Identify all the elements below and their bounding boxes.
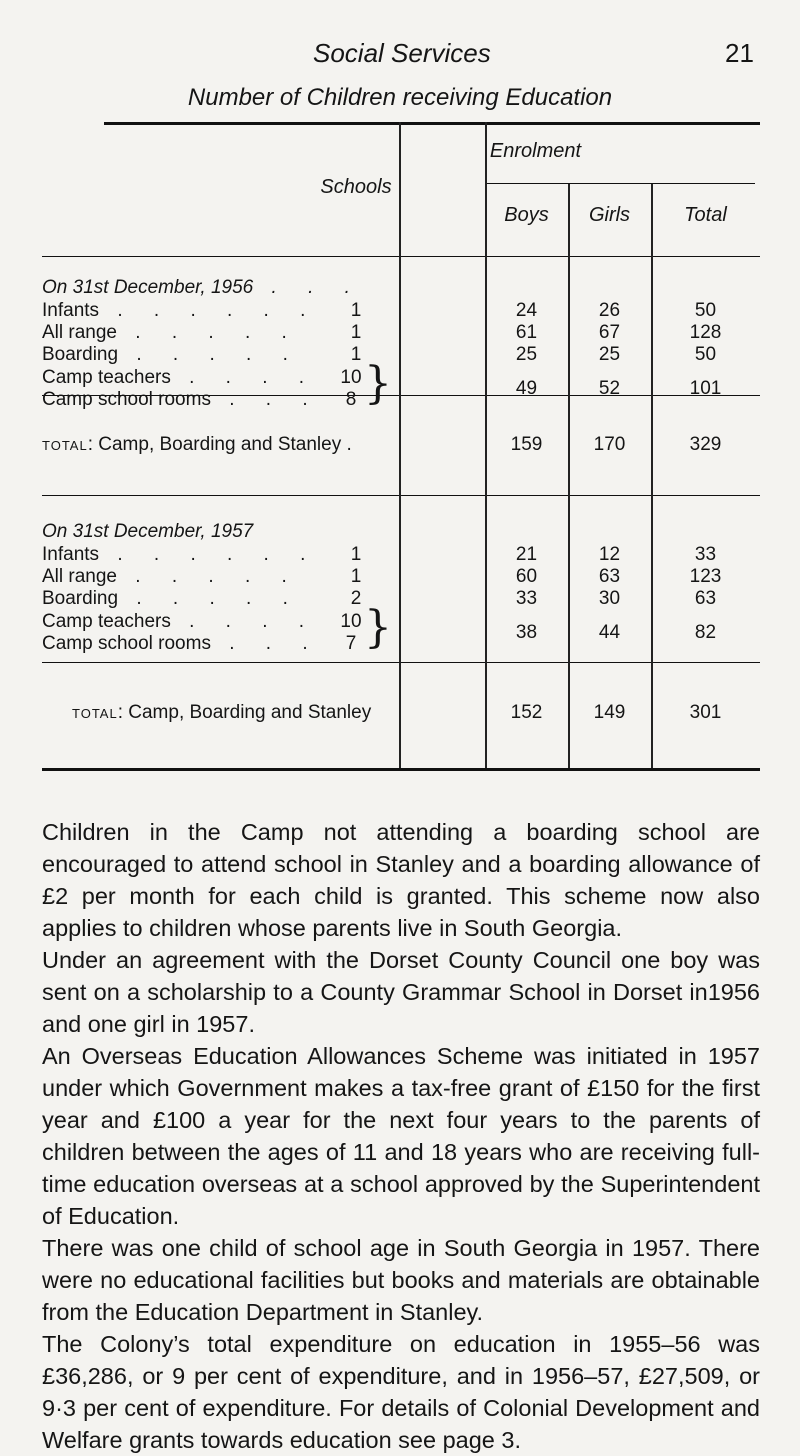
paragraph: The Colony’s total expenditure on education in 1955–56 was £36,286, or 9 per cent of expenditure, and in 1956–57, £27,509, or 9·3 per cent of expenditure. For details of Colonial Development and Welfare grants towards education see page 3. bbox=[42, 1331, 760, 1453]
row-girls: 30 bbox=[598, 588, 621, 609]
bottom-rule bbox=[42, 768, 760, 771]
row-girls: 25 bbox=[598, 344, 621, 365]
table-title: Number of Children receiving Education bbox=[187, 84, 613, 111]
paragraph: There was one child of school age in South Georgia in 1957. There were no educational facilities but books and materials are obtainable from the Education Department in Stanley. bbox=[42, 1235, 760, 1325]
paragraph: An Overseas Education Allowances Scheme was initiated in 1957 under which Government makes a tax-free grant of £150 for the first year and £100 a year for the next four years to the parents of children between the ages of 11 and 18 years who are receiving full-time education overseas at a school approved by the Superintendent of Education. bbox=[42, 1043, 760, 1229]
section-heading: On 31st December, 1956 . . . bbox=[42, 277, 363, 298]
paragraph: Children in the Camp not attending a boarding school are encouraged to attend school in Stanley and a boarding allowance of £2 per month for each child is granted. This scheme now also applies to children whose parents live in South Georgia. bbox=[42, 819, 760, 941]
total-girls: 149 bbox=[593, 702, 626, 723]
page-number: 21 bbox=[725, 38, 754, 68]
camp-boys: 38 bbox=[515, 622, 538, 643]
row-girls: 67 bbox=[598, 322, 621, 343]
enrolment-rule bbox=[485, 183, 755, 184]
row-schools: 10 bbox=[340, 611, 362, 632]
row-label: Camp teachers . . . . bbox=[42, 611, 318, 632]
row-label: All range . . . . . bbox=[42, 566, 300, 587]
header-schools: Schools bbox=[320, 176, 392, 198]
total-girls: 170 bbox=[593, 434, 626, 455]
row-boys: 25 bbox=[515, 344, 538, 365]
brace-icon: } bbox=[364, 358, 392, 409]
col-line-schools bbox=[399, 122, 401, 768]
row-girls: 26 bbox=[598, 300, 621, 321]
header-total: Total bbox=[684, 204, 727, 226]
row-boys: 33 bbox=[515, 588, 538, 609]
row-schools: 2 bbox=[350, 588, 362, 609]
row-boys: 21 bbox=[515, 544, 538, 565]
row-schools: 7 bbox=[345, 633, 357, 654]
camp-total: 82 bbox=[694, 622, 717, 643]
camp-girls: 44 bbox=[598, 622, 621, 643]
row-schools: 1 bbox=[350, 344, 362, 365]
row-total: 50 bbox=[694, 344, 717, 365]
paragraph: Under an agreement with the Dorset County Council one boy was sent on a scholarship to a County Grammar School in Dorset in1956 and one girl in 1957. bbox=[42, 947, 760, 1037]
row-total: 128 bbox=[689, 322, 722, 343]
brace-icon: } bbox=[364, 602, 392, 653]
row-total: 50 bbox=[694, 300, 717, 321]
total-boys: 159 bbox=[510, 434, 543, 455]
row-label: Camp school rooms . . . bbox=[42, 633, 321, 654]
row-girls: 12 bbox=[598, 544, 621, 565]
row-total: 63 bbox=[694, 588, 717, 609]
row-boys: 60 bbox=[515, 566, 538, 587]
row-label: Camp school rooms . . . bbox=[42, 389, 321, 410]
total-total: 301 bbox=[689, 702, 722, 723]
row-schools: 8 bbox=[345, 389, 357, 410]
row-boys: 61 bbox=[515, 322, 538, 343]
header-girls: Girls bbox=[588, 204, 631, 226]
total-label: total: Camp, Boarding and Stanley bbox=[72, 702, 372, 723]
row-label: Boarding . . . . . bbox=[42, 344, 301, 365]
row-label: Boarding . . . . . bbox=[42, 588, 301, 609]
row-label: Infants . . . . . . bbox=[42, 300, 319, 321]
page-header bbox=[0, 38, 800, 70]
row-label: Camp teachers . . . . bbox=[42, 367, 318, 388]
row-schools: 1 bbox=[350, 300, 362, 321]
header-boys: Boys bbox=[504, 204, 549, 226]
camp-boys: 49 bbox=[515, 378, 538, 399]
row-label: All range . . . . . bbox=[42, 322, 300, 343]
section-heading: On 31st December, 1957 bbox=[42, 521, 254, 542]
body-text bbox=[42, 816, 760, 1456]
top-rule bbox=[104, 122, 760, 125]
total-total: 329 bbox=[689, 434, 722, 455]
row-girls: 63 bbox=[598, 566, 621, 587]
camp-total: 101 bbox=[689, 378, 722, 399]
row-boys: 24 bbox=[515, 300, 538, 321]
total-boys: 152 bbox=[510, 702, 543, 723]
col-line-girls bbox=[568, 184, 570, 768]
row-total: 123 bbox=[689, 566, 722, 587]
row-label: Infants . . . . . . bbox=[42, 544, 319, 565]
camp-girls: 52 bbox=[598, 378, 621, 399]
row-schools: 10 bbox=[340, 367, 362, 388]
row-schools: 1 bbox=[350, 322, 362, 343]
total-label: total: Camp, Boarding and Stanley . bbox=[42, 434, 352, 455]
col-line-total bbox=[651, 184, 653, 768]
row-total: 33 bbox=[694, 544, 717, 565]
header-enrolment: Enrolment bbox=[489, 140, 582, 162]
row-schools: 1 bbox=[350, 566, 362, 587]
section-title: Social Services bbox=[313, 38, 491, 68]
row-schools: 1 bbox=[350, 544, 362, 565]
